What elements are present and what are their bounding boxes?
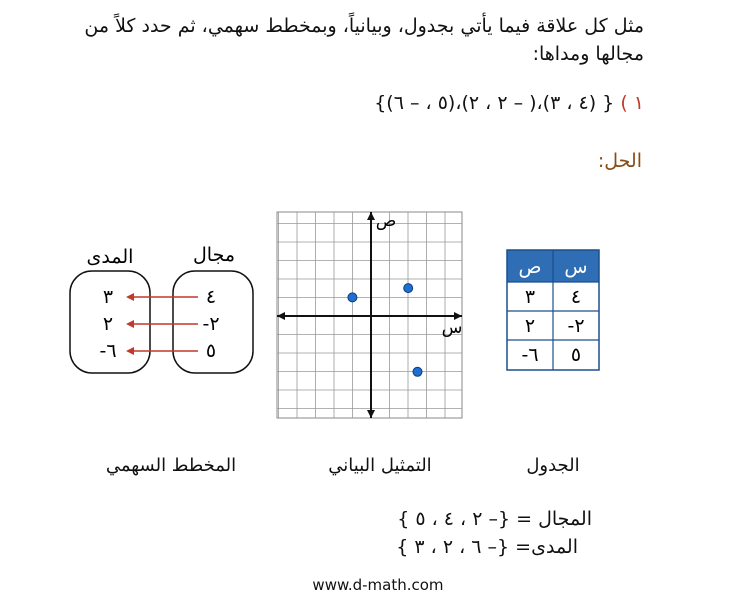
range-value: ٣ [102, 286, 114, 308]
graph-point [413, 367, 422, 376]
mapping-arrow-head [126, 320, 134, 328]
mapping-arrow-head [126, 293, 134, 301]
table-cell: -٢ [567, 315, 585, 337]
website-url: www.d-math.com [312, 576, 444, 594]
range-value: -٦ [99, 340, 117, 362]
range-value: ٢ [102, 313, 114, 335]
domain-set: المجال = {– ٢ ، ٤ ، ٥ } [397, 508, 592, 530]
mapping-arrow-head [126, 347, 134, 355]
mapping-arrows [126, 293, 198, 355]
y-axis-arrow-down [367, 410, 375, 418]
graph-point [404, 284, 413, 293]
problem-number: ١ ) [620, 92, 644, 114]
table-cell: ٢ [524, 315, 536, 337]
solution-label: الحل: [597, 150, 642, 172]
table-cell: ٤ [570, 286, 582, 308]
arrow-diagram [70, 244, 253, 373]
table-header-x: س [564, 256, 588, 278]
domain-title: مجال [192, 244, 236, 266]
table-caption: الجدول [526, 455, 580, 476]
domain-value: ٤ [205, 286, 217, 308]
graph-point [348, 293, 357, 302]
graph-caption: التمثيل البياني [328, 455, 432, 476]
domain-value: -٢ [202, 313, 220, 335]
table-header-y: ص [518, 256, 542, 278]
domain-value: ٥ [205, 340, 217, 362]
range-set: المدى= {– ٦ ، ٢ ، ٣ } [396, 536, 578, 558]
range-title: المدى [86, 246, 134, 268]
mapping-caption: المخطط السهمي [105, 455, 237, 476]
y-axis-arrow-up [367, 212, 375, 220]
relation-table [507, 250, 599, 370]
problem-relation: { (٤ ، ٣)،( – ٢ ، ٢)،(٥ ، – ٦)} [374, 92, 615, 114]
y-axis-label: ص [375, 211, 397, 231]
table-cell: -٦ [521, 344, 539, 366]
table-cell: ٣ [524, 286, 536, 308]
x-axis-label: س [441, 318, 463, 338]
question-text: مثل كل علاقة فيما يأتي بجدول، وبيانياً، وبمخطط سهمي، ثم حدد كلاً من مجالها ومداها: [84, 15, 644, 65]
table-cell: ٥ [570, 344, 582, 366]
